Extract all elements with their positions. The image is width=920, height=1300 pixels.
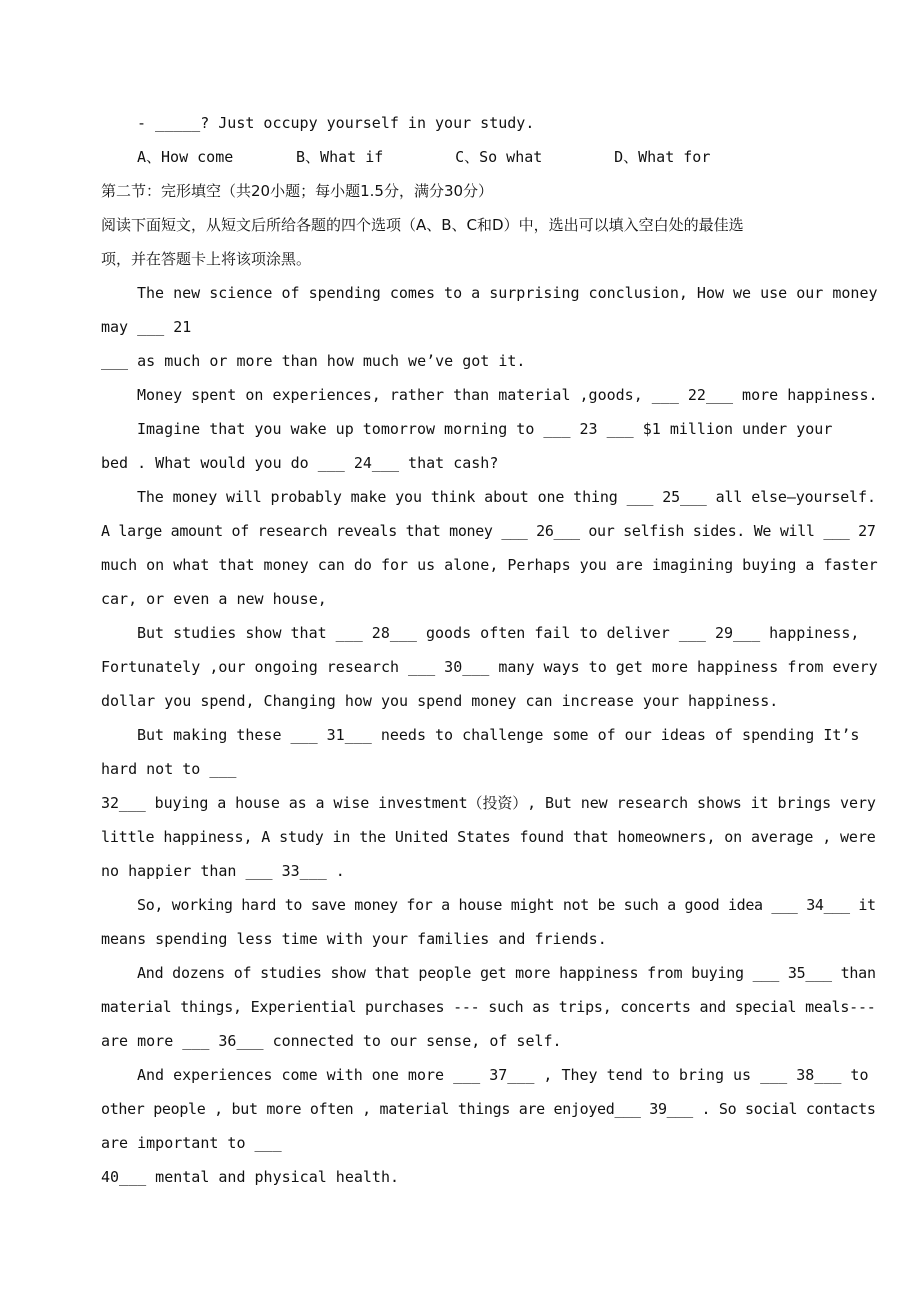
option-c[interactable]: C、So what (455, 148, 543, 166)
passage-line: bed . What would you do ___ 24___ that cash? (101, 454, 499, 472)
passage-line: little happiness, A study in the United States found that homeowners, on average , were (101, 828, 876, 846)
passage-line: 40___ mental and physical health. (101, 1168, 400, 1186)
question-20-options (137, 147, 860, 181)
passage-line: Money spent on experiences, rather than material ,goods, ___ 22___ more happiness. (137, 386, 878, 404)
passage-line: The money will probably make you think about one thing ___ 25___ all else—yourself. (137, 488, 876, 506)
passage-line: car, or even a new house, (101, 590, 327, 608)
passage-line: dollar you spend, Changing how you spend money can increase your happiness. (101, 692, 779, 710)
passage-line: means spending less time with your families and friends. (101, 930, 607, 948)
instructions-line-1: 阅读下面短文，从短文后所给各题的四个选项（A、B、C和D）中，选出可以填入空白处的最佳选 (101, 216, 744, 234)
passage-line: And experiences come with one more ___ 37___ , They tend to bring us ___ 38___ to (137, 1066, 869, 1084)
passage-line: are important to ___ (101, 1134, 282, 1152)
passage-line: material things, Experiential purchases --- such as trips, concerts and special meals--- (101, 998, 876, 1016)
passage-line: no happier than ___ 33___ . (101, 862, 345, 880)
passage-line: Imagine that you wake up tomorrow morning to ___ 23 ___ $1 million under your (137, 420, 833, 438)
option-b[interactable]: B、What if (296, 148, 384, 166)
instructions-line-2: 项，并在答题卡上将该项涂黑。 (101, 250, 312, 268)
passage-line: Fortunately ,our ongoing research ___ 30___ many ways to get more happiness from every (101, 658, 878, 676)
passage-line: hard not to ___ (101, 760, 237, 778)
option-a[interactable]: A、How come (137, 148, 234, 166)
passage-line: much on what that money can do for us alone, Perhaps you are imagining buying a faster (101, 556, 878, 574)
passage-line: may ___ 21 (101, 318, 192, 336)
passage-line: The new science of spending comes to a surprising conclusion, How we use our money (137, 284, 878, 302)
question-20-prompt: - _____? Just occupy yourself in your study. (137, 114, 535, 132)
passage-line: 32___ buying a house as a wise investment（投资）, But new research shows it brings very (101, 794, 876, 812)
section-heading: 第二节：完形填空（共20小题；每小题1.5分，满分30分） (101, 182, 494, 200)
passage-line: But making these ___ 31___ needs to challenge some of our ideas of spending It’s (137, 726, 860, 744)
passage-line: ___ as much or more than how much we’ve got it. (101, 352, 526, 370)
passage-line: And dozens of studies show that people get more happiness from buying ___ 35___ than (137, 964, 876, 982)
option-d[interactable]: D、What for (614, 148, 711, 166)
passage-line: other people , but more often , material things are enjoyed___ 39___ . So social contacts (101, 1100, 876, 1118)
passage-line: A large amount of research reveals that money ___ 26___ our selfish sides. We will ___ 27 (101, 522, 876, 540)
passage-line: are more ___ 36___ connected to our sense, of self. (101, 1032, 562, 1050)
passage-line: So, working hard to save money for a house might not be such a good idea ___ 34___ it (137, 896, 876, 914)
passage-line: But studies show that ___ 28___ goods often fail to deliver ___ 29___ happiness, (137, 624, 860, 642)
